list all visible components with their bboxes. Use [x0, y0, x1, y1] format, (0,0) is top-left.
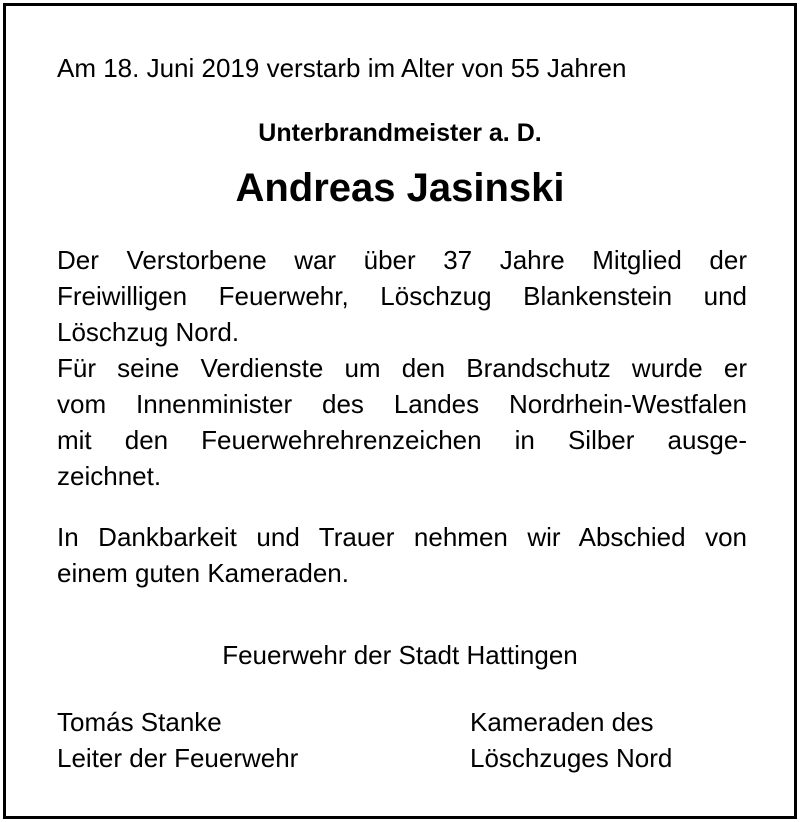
signature-right	[470, 704, 672, 776]
tribute-line: Freiwilligen Feuerwehr, Löschzug Blankenstein und	[57, 281, 747, 311]
deceased-rank: Unterbrandmeister a. D.	[258, 119, 542, 147]
tribute-paragraph	[57, 242, 747, 494]
farewell-line: einem guten Kameraden.	[57, 558, 349, 588]
tribute-line: zeichnet.	[57, 461, 162, 491]
signature-left	[57, 704, 298, 776]
signatory-title: Leiter der Feuerwehr	[57, 743, 299, 773]
tribute-line: Löschzug Nord.	[57, 317, 240, 347]
tribute-line: Für seine Verdienste um den Brandschutz wurde er	[57, 353, 747, 383]
organization-name: Feuerwehr der Stadt Hattingen	[222, 640, 578, 670]
signatory-name: Tomás Stanke	[57, 707, 222, 737]
deceased-name: Andreas Jasinski	[235, 166, 565, 210]
signatory-group-line2: Löschzuges Nord	[470, 743, 673, 773]
farewell-paragraph	[57, 519, 747, 591]
intro-text: Am 18. Juni 2019 verstarb im Alter von 55 Jahren	[57, 53, 627, 83]
signatory-group-line1: Kameraden des	[470, 707, 654, 737]
tribute-line: Der Verstorbene war über 37 Jahre Mitglied der	[57, 245, 747, 275]
tribute-line: vom Innenminister des Landes Nordrhein-Westfalen	[57, 389, 747, 419]
farewell-line: In Dankbarkeit und Trauer nehmen wir Abschied von	[57, 522, 747, 552]
tribute-line: mit den Feuerwehrehrenzeichen in Silber ausge-	[57, 425, 747, 455]
